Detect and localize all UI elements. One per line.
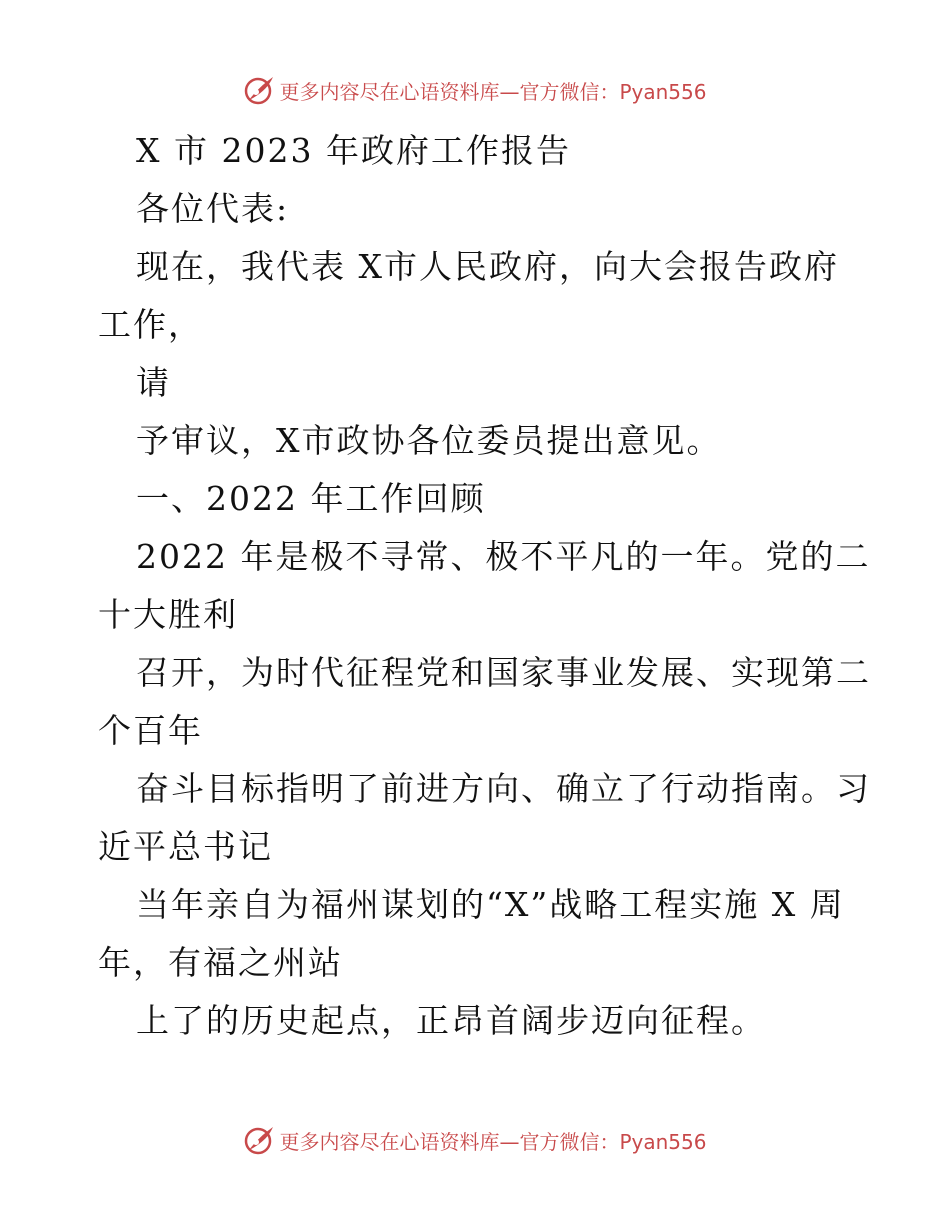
section-heading: 一、2022 年工作回顾 bbox=[136, 479, 486, 518]
text-line: 年，有福之州站 bbox=[98, 943, 343, 982]
text-line: 十大胜利 bbox=[98, 595, 238, 634]
text-line: 2022 年是极不寻常、极不平凡的一年。党的二 bbox=[136, 537, 871, 576]
document-body bbox=[98, 122, 871, 1050]
watermark-banner-bottom bbox=[0, 1120, 950, 1160]
feather-pen-logo-icon bbox=[243, 1124, 275, 1156]
text-line: 近平总书记 bbox=[98, 827, 273, 866]
document-title: X 市 2023 年政府工作报告 bbox=[136, 131, 571, 170]
watermark-text: 更多内容尽在心语资料库—官方微信：Pyan556 bbox=[279, 1129, 707, 1154]
text-line: 请 bbox=[136, 363, 171, 402]
text-line: 当年亲自为福州谋划的“X”战略工程实施 X 周 bbox=[136, 885, 845, 924]
text-line: 召开，为时代征程党和国家事业发展、实现第二 bbox=[136, 653, 871, 692]
text-line: 上了的历史起点，正昂首阔步迈向征程。 bbox=[136, 1001, 766, 1040]
text-line: 现在，我代表 X市人民政府，向大会报告政府 bbox=[136, 247, 839, 286]
text-line: 工作， bbox=[98, 305, 203, 344]
watermark-text: 更多内容尽在心语资料库—官方微信：Pyan556 bbox=[279, 79, 707, 104]
text-line: 奋斗目标指明了前进方向、确立了行动指南。习 bbox=[136, 769, 871, 808]
text-line: 个百年 bbox=[98, 711, 203, 750]
text-line: 予审议，X市政协各位委员提出意见。 bbox=[136, 421, 722, 460]
feather-pen-logo-icon bbox=[243, 74, 275, 106]
salutation: 各位代表: bbox=[136, 189, 290, 228]
watermark-banner-top bbox=[0, 70, 950, 110]
